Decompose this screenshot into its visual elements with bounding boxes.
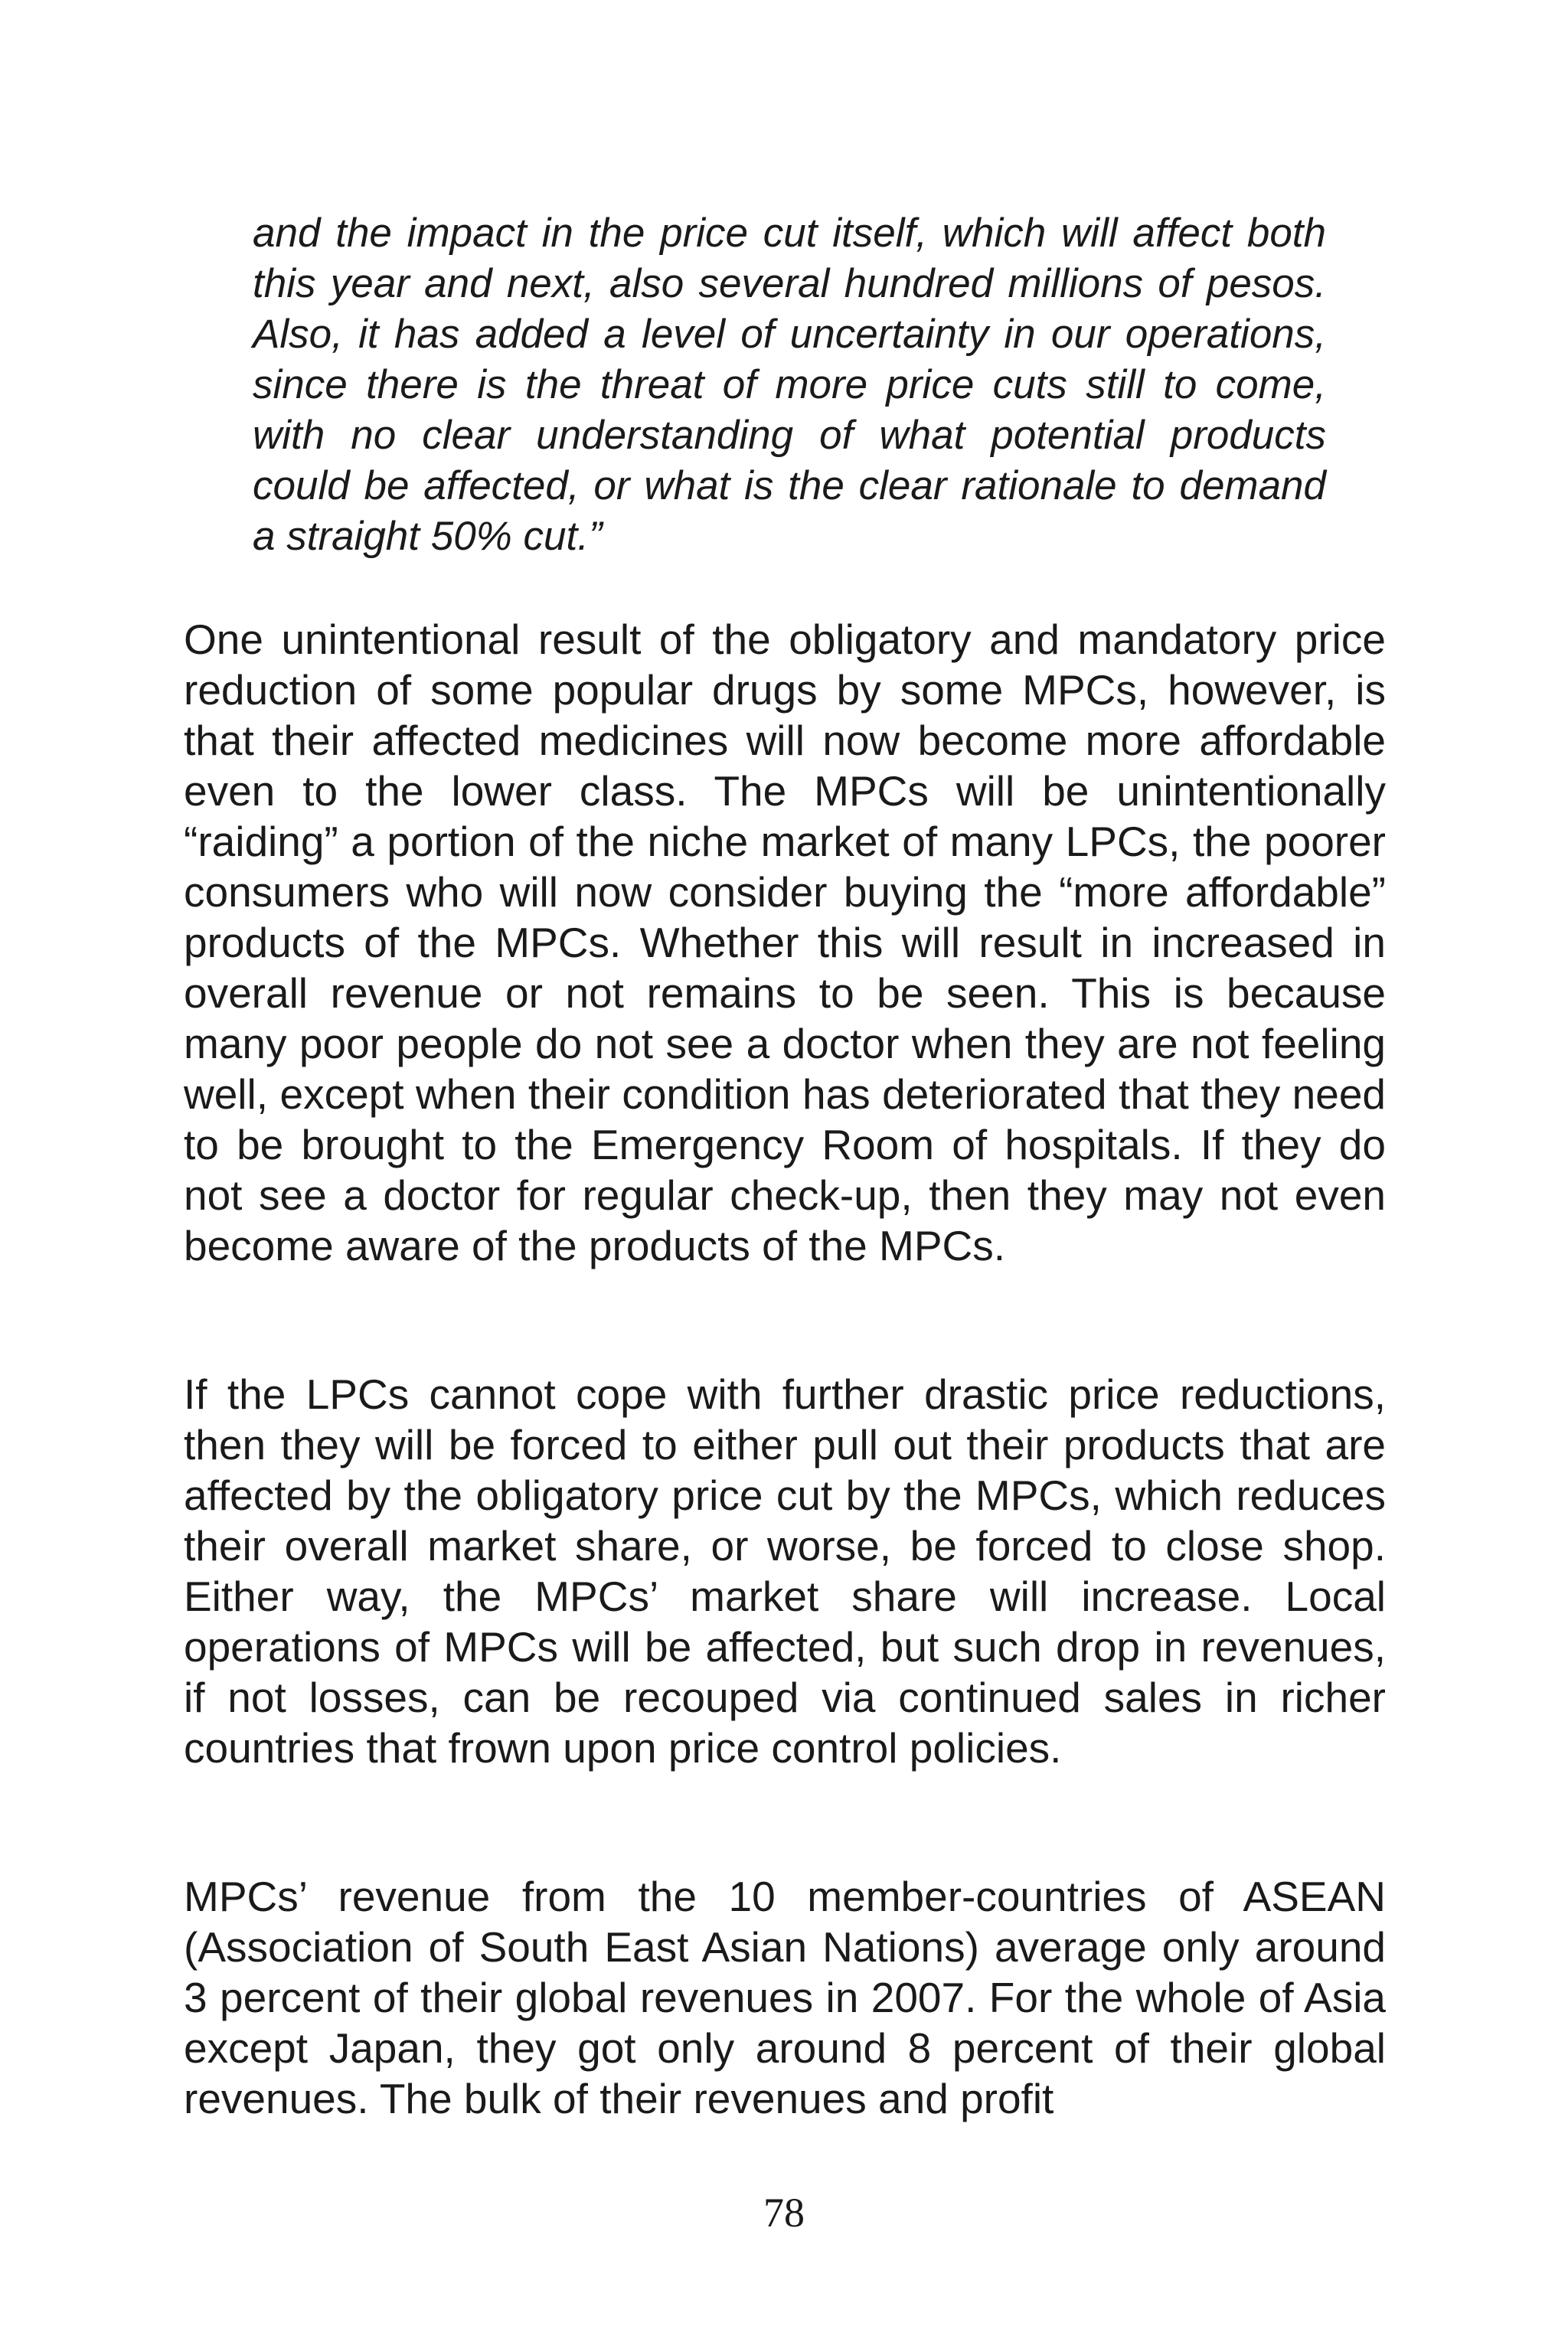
body-paragraph-1: One unintentional result of the obligatory and mandatory price reduction of some popular drugs by some MPCs, however, is that their affected medicines will now become more affordable even to the lower class. The MPCs will be unintentionally “raiding” a portion of the niche market of many LPCs, the poorer consumers who will now consider buying the “more affordable” products of the MPCs. Whether this will result in increased in overall revenue or not remains to be seen. This is because many poor people do not see a doctor when they are not feeling well, except when their condition has deteriorated that they need to be brought to the Emergency Room of hospitals. If they do not see a doctor for regular check-up, then they may not even become aware of the products of the MPCs.: [184, 616, 1386, 1269]
body-paragraph-3: MPCs’ revenue from the 10 member-countries of ASEAN (Association of South East Asian Nations) average only around 3 percent of their global revenues in 2007. For the whole of Asia except Japan, they got only around 8 percent of their global revenues. The bulk of their revenues and profit: [184, 1873, 1386, 2122]
block-quote: and the impact in the price cut itself, which will affect both this year and next, also several hundred millions of pesos. Also, it has added a level of uncertainty in our operations, since there is the threat of more price cuts still to come, with no clear understanding of what potential products could be affected, or what is the clear rationale to demand a straight 50% cut.”: [253, 211, 1326, 559]
page-number: 78: [763, 2190, 805, 2236]
body-paragraph-2: If the LPCs cannot cope with further drastic price reductions, then they will be forced to either pull out their products that are affected by the obligatory price cut by the MPCs, which reduces their overall market share, or worse, be forced to close shop. Either way, the MPCs’ market share will increase. Local operations of MPCs will be affected, but such drop in revenues, if not losses, can be recouped via continued sales in richer countries that frown upon price control policies.: [184, 1370, 1386, 1772]
